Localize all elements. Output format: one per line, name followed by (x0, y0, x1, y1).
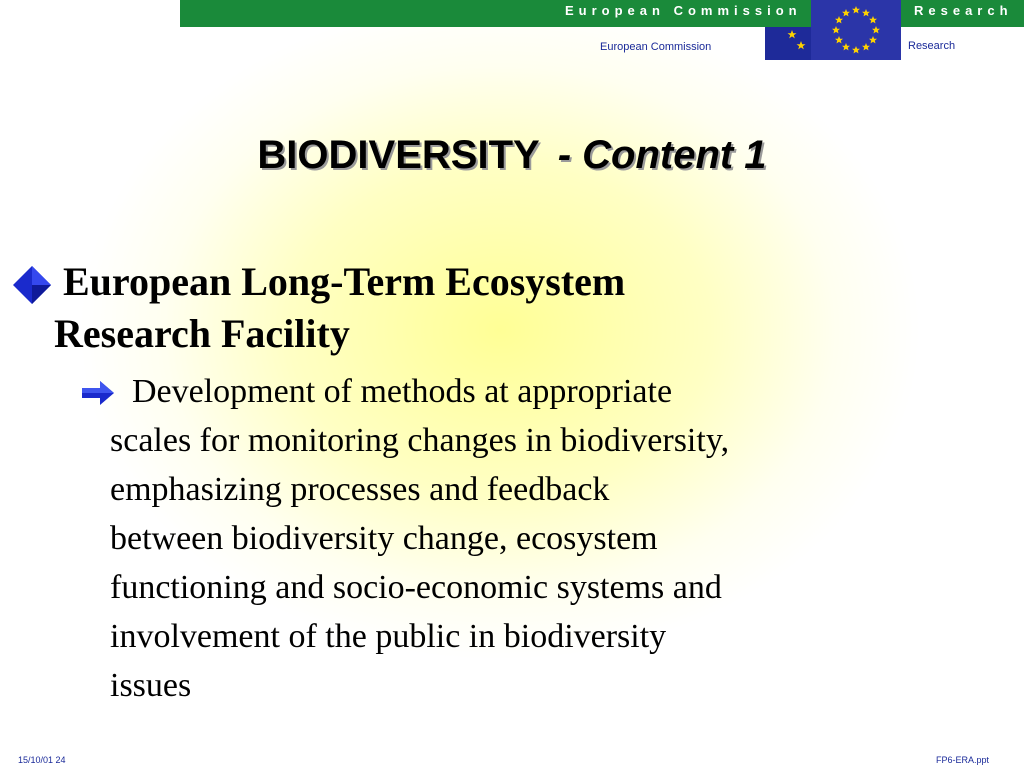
footer-filename: FP6-ERA.ppt (935, 755, 989, 765)
title-main: BIODIVERSITY (257, 133, 540, 177)
commission-banner-text: European Commission (565, 3, 802, 18)
flag-partial (765, 27, 811, 60)
title-sub: - Content 1 (557, 133, 767, 177)
diamond-bullet-icon (10, 260, 60, 310)
footer-date-page: 15/10/01 24 (18, 755, 66, 765)
body-line: Development of methods at appropriate (132, 373, 673, 410)
slide-title (0, 133, 1024, 178)
eu-stars-icon (811, 0, 901, 60)
body-line: emphasizing processes and feedback (110, 471, 610, 508)
partial-stars-icon (765, 27, 811, 60)
commission-label: European Commission (600, 41, 712, 53)
body-line: between biodiversity change, ecosystem (110, 520, 658, 557)
body-line: functioning and socio-economic systems and (110, 569, 722, 606)
research-label: Research (908, 40, 956, 52)
body-line: involvement of the public in biodiversity (110, 618, 667, 655)
research-banner-text: Research (914, 3, 1013, 18)
bullet-heading (54, 256, 854, 360)
eu-flag (811, 0, 901, 60)
body-line: scales for monitoring changes in biodiversity, (110, 422, 730, 459)
body-line: issues (110, 667, 192, 704)
heading-line-2: Research Facility (54, 311, 350, 356)
bullet-body (110, 367, 990, 710)
heading-line-1: European Long-Term Ecosystem (63, 259, 626, 304)
